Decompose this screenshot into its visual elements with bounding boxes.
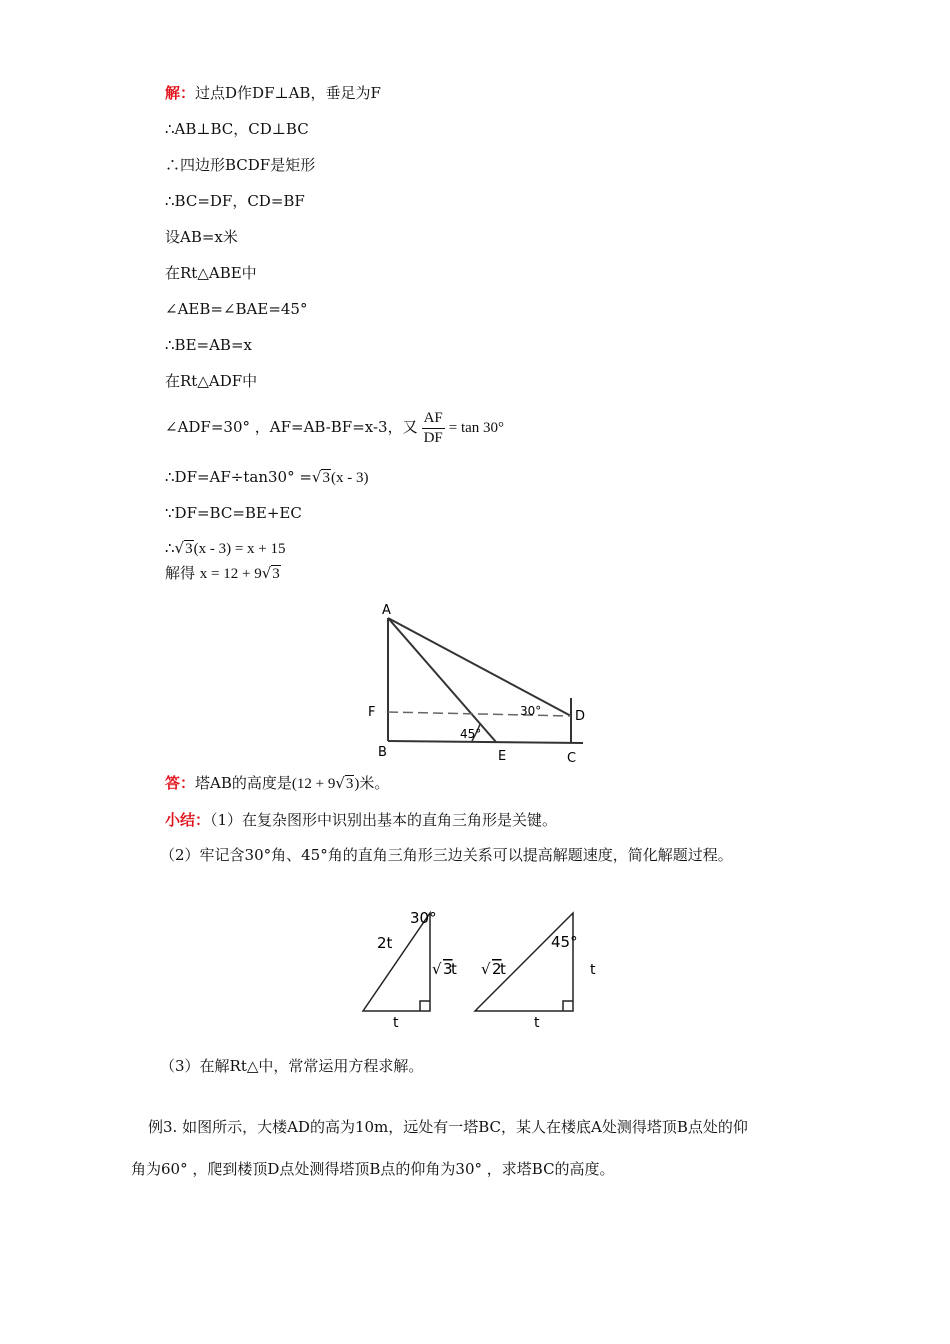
tri2-hyp-radical: √ [481, 960, 491, 978]
solution-line-4: ∴BC=DF，CD=BF [165, 192, 305, 210]
right-angle-marker-1 [420, 1001, 430, 1011]
line10-suffix: = tan 30° [448, 420, 505, 436]
line13-suffix: (x - 3) = x + 15 [193, 541, 286, 557]
tower-figure [360, 598, 600, 768]
segment-ad [388, 618, 571, 716]
segment-ae [388, 618, 496, 742]
fraction-denominator: DF [423, 429, 443, 446]
line14-prefix: 解得 [165, 564, 196, 582]
tri1-base: t [393, 1015, 399, 1031]
sqrt-symbol: √3 [335, 774, 354, 792]
tri2-leg: t [590, 962, 596, 978]
tri1-long-leg-t: t [451, 960, 457, 978]
line11-prefix: ∴DF=AF÷tan30° = [165, 468, 312, 486]
label-f: F [368, 705, 376, 720]
line11-suffix: (x - 3) [330, 470, 369, 486]
sqrt-symbol: √3 [261, 564, 280, 582]
answer-math: (12 + 9 [291, 776, 336, 792]
summary-label: 小结： [165, 811, 211, 829]
tri2-hyp-t: t [500, 960, 506, 978]
solution-line-2: ∴AB⊥BC，CD⊥BC [165, 120, 309, 138]
label-angle-45: 45° [460, 727, 482, 741]
label-angle-30: 30° [520, 704, 542, 718]
label-c: C [567, 751, 577, 766]
segment-bc [388, 741, 583, 743]
label-d: D [575, 709, 586, 724]
solution-line-10 [165, 407, 504, 448]
line10-prefix: ∠ADF=30° ，AF=AB-BF=x-3，又 [165, 418, 418, 436]
label-e: E [498, 749, 507, 764]
solution-line-1 [165, 83, 381, 103]
line14-math: x = 12 + 9 [199, 566, 262, 582]
tri2-hyp-root: 2 [492, 960, 502, 978]
solution-text: 过点D作DF⊥AB，垂足为F [195, 84, 381, 102]
solution-line-6: 在Rt△ABE中 [165, 264, 257, 282]
tri2-base: t [534, 1015, 540, 1031]
summary-item-3: （3）在解Rt△中，常常运用方程求解。 [160, 1057, 424, 1075]
summary-line-1 [165, 810, 557, 830]
answer-prefix: 塔AB的高度是 [195, 774, 292, 792]
special-triangles-figure [355, 900, 615, 1035]
tri1-hypotenuse: 2t [377, 934, 393, 952]
summary-item-2: （2）牢记含30°角、45°角的直角三角形三边关系可以提高解题速度，简化解题过程。 [160, 846, 733, 864]
solution-line-5: 设AB=x米 [165, 228, 238, 246]
answer-math-close: ) [354, 776, 360, 792]
example3-line-1: 例3. 如图所示，大楼AD的高为10m，远处有一塔BC，某人在楼底A处测得塔顶B点处的仰 [148, 1118, 748, 1136]
summary-item-1: （1）在复杂图形中识别出基本的直角三角形是关键。 [210, 811, 558, 829]
solution-line-9: 在Rt△ADF中 [165, 372, 258, 390]
tri1-long-leg-radical: √ [432, 960, 442, 978]
solution-line-7: ∠AEB=∠BAE=45° [165, 300, 308, 318]
right-angle-marker-2 [563, 1001, 573, 1011]
solution-line-11 [165, 467, 368, 488]
solution-line-12: ∵DF=BC=BE+EC [165, 504, 302, 522]
tri1-angle: 30° [410, 909, 437, 927]
tri2-angle: 45° [551, 933, 578, 951]
solution-label: 解： [165, 84, 196, 102]
tri1-long-leg-root: 3 [443, 960, 453, 978]
solution-line-3: ∴四边形BCDF是矩形 [165, 156, 316, 174]
label-a: A [382, 603, 391, 618]
example3-line-2: 角为60° ，爬到楼顶D点处测得塔顶B点的仰角为30° ，求塔BC的高度。 [131, 1160, 615, 1178]
solution-line-8: ∴BE=AB=x [165, 336, 252, 354]
label-b: B [378, 745, 387, 760]
solution-line-13 [165, 538, 286, 559]
line13-prefix: ∴ [165, 539, 175, 557]
fraction-numerator: AF [422, 409, 445, 429]
answer-suffix: 米。 [359, 774, 390, 792]
answer-line [165, 773, 389, 794]
fraction-af-df [422, 409, 445, 448]
solution-line-14 [165, 563, 281, 584]
sqrt-symbol: √3 [174, 539, 193, 557]
triangle-30-60-90 [363, 913, 430, 1011]
segment-fd-dashed [388, 712, 571, 716]
answer-label: 答： [165, 774, 196, 792]
sqrt-symbol: √3 [311, 468, 330, 486]
